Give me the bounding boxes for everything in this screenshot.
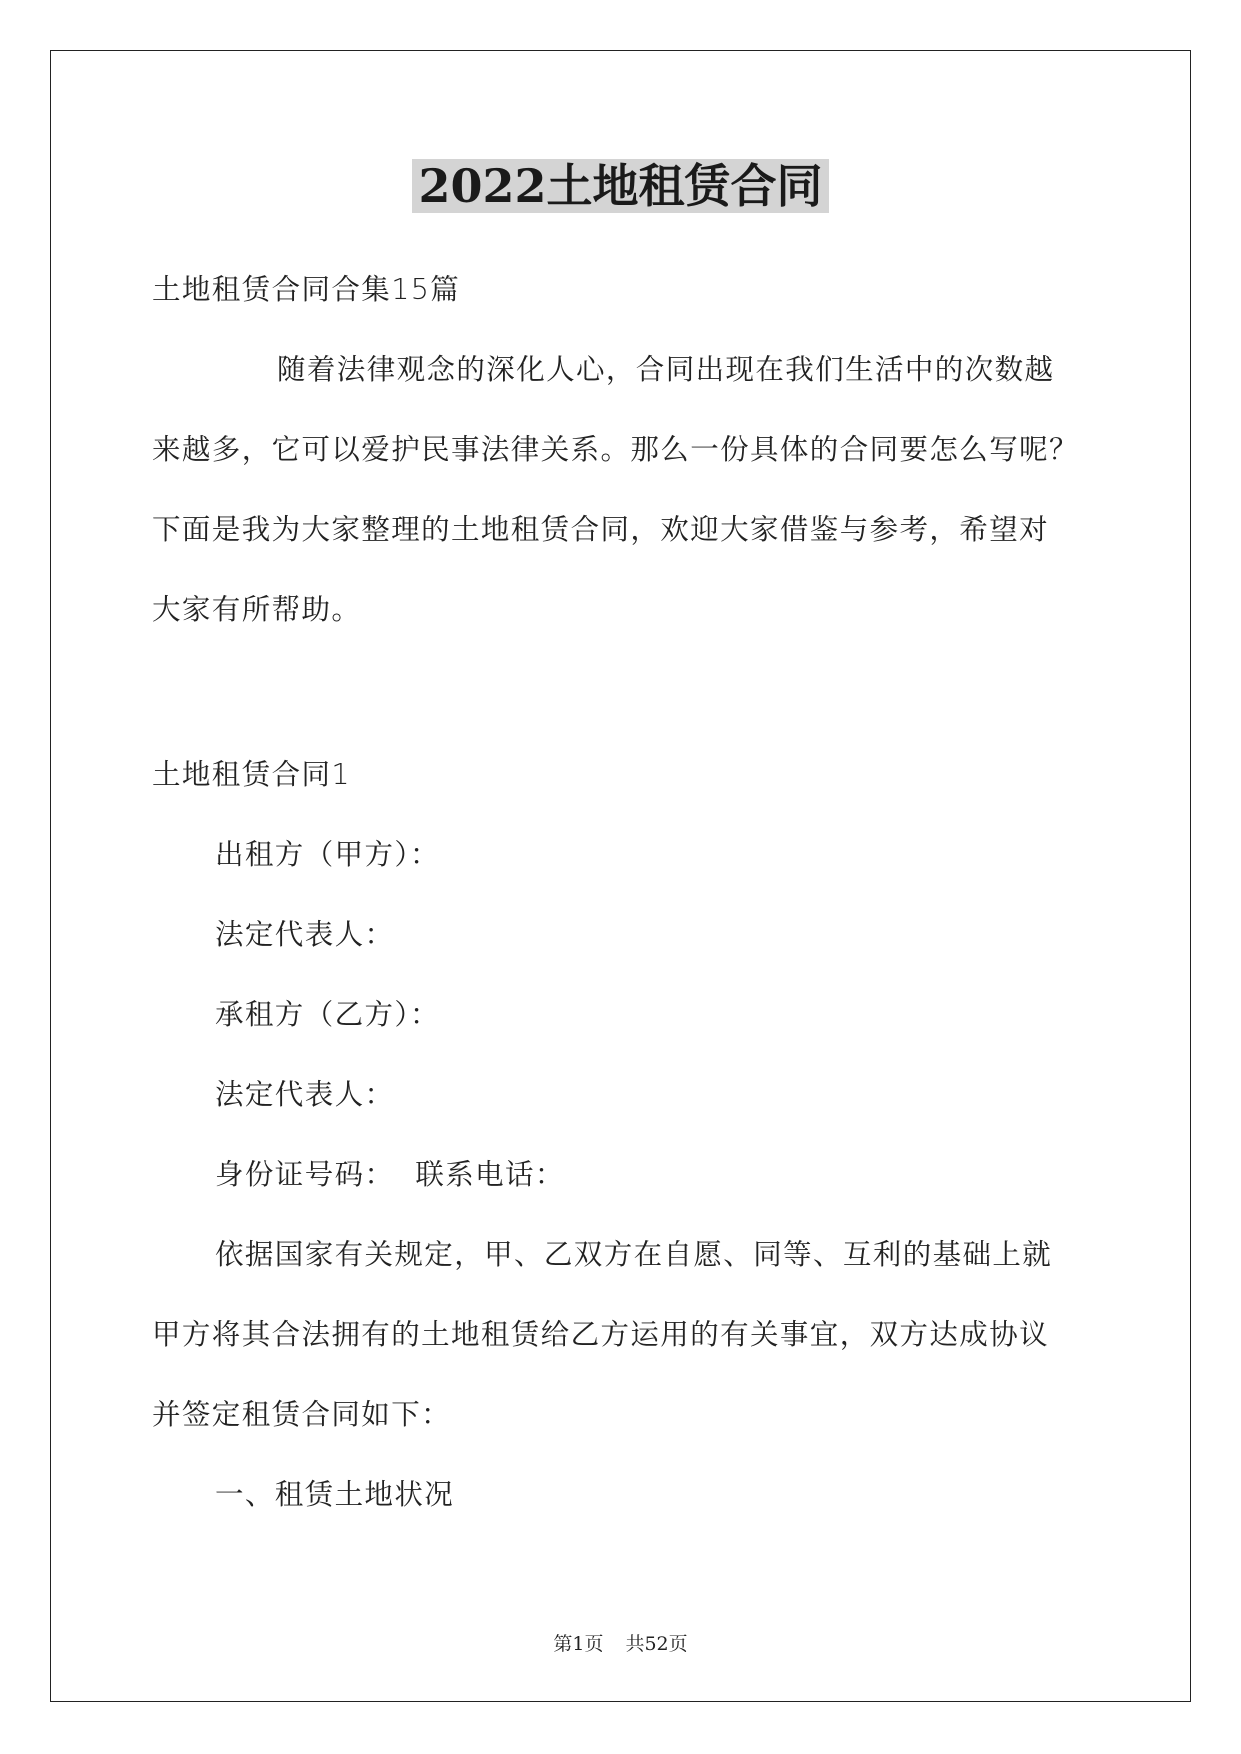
agreement-line-2: 甲方将其合法拥有的土地租赁给乙方运用的有关事宜，双方达成协议 (152, 1318, 1050, 1351)
document-subtitle: 土地租赁合同合集15篇 (152, 273, 461, 306)
page-number-total: 共52页 (625, 1633, 688, 1655)
intro-line-3: 下面是我为大家整理的土地租赁合同，欢迎大家借鉴与参考，希望对 (152, 513, 1050, 546)
field-lessee: 承租方（乙方）： (215, 998, 440, 1031)
page-footer (0, 1632, 1241, 1656)
field-lessee-representative: 法定代表人： (215, 1078, 395, 1111)
document-title-text: 2022土地租赁合同 (412, 159, 828, 213)
clause-1-heading: 一、租赁土地状况 (215, 1478, 455, 1511)
document-title (0, 155, 1241, 217)
agreement-line-3: 并签定租赁合同如下： (152, 1398, 452, 1431)
section-title: 土地租赁合同1 (152, 758, 351, 791)
field-id-phone: 身份证号码： 联系电话： (215, 1158, 565, 1191)
field-lessor: 出租方（甲方）： (215, 838, 440, 871)
intro-line-4: 大家有所帮助。 (152, 593, 362, 626)
intro-line-1: 随着法律观念的深化人心，合同出现在我们生活中的次数越 (277, 353, 1055, 386)
field-lessor-representative: 法定代表人： (215, 918, 395, 951)
intro-line-2: 来越多，它可以爱护民事法律关系。那么一份具体的合同要怎么写呢？ (152, 433, 1079, 466)
agreement-line-1: 依据国家有关规定，甲、乙双方在自愿、同等、互利的基础上就 (215, 1238, 1053, 1271)
page-number-current: 第1页 (553, 1633, 604, 1655)
